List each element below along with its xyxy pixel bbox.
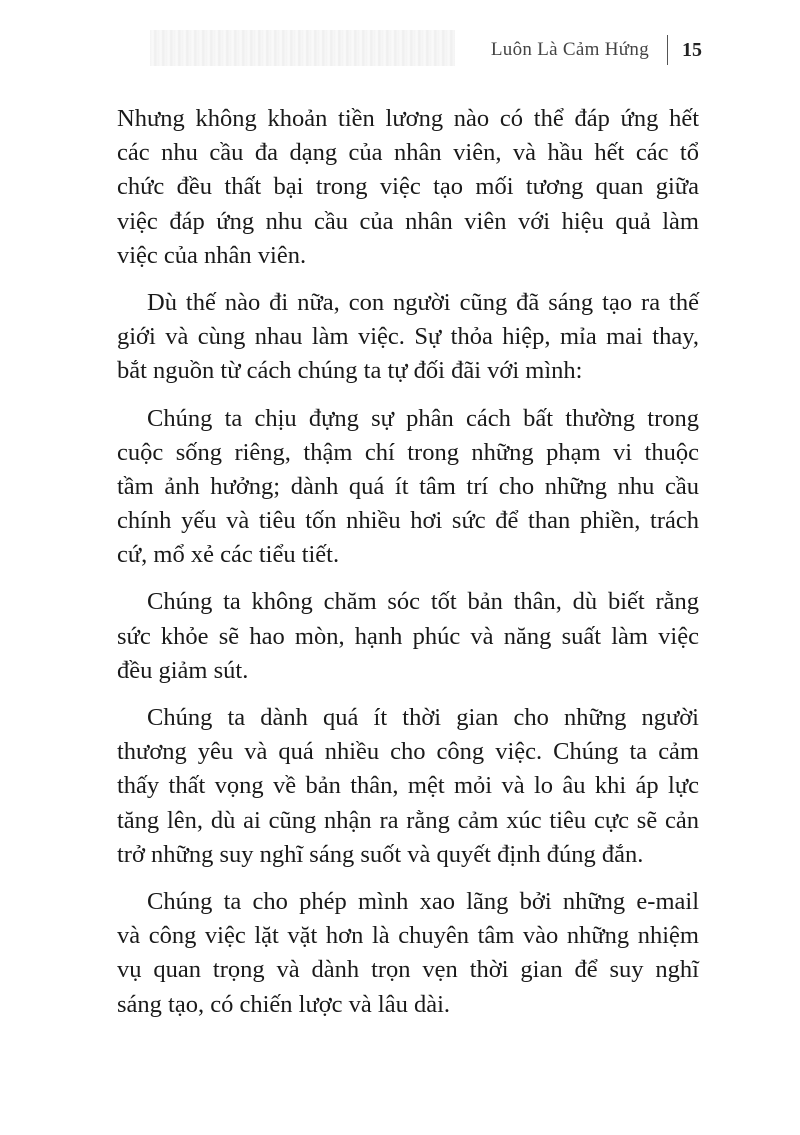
text-line: Chúng ta dành quá ít thời gian cho những người	[147, 704, 699, 731]
page-number: 15	[682, 38, 702, 61]
text-line: Chúng ta cho phép mình xao lãng bởi những e-mail	[147, 887, 699, 915]
paragraph-6	[117, 885, 699, 1022]
header-divider	[667, 35, 668, 65]
text-line: trở những suy nghĩ sáng suốt và quyết định đúng đắn.	[117, 840, 644, 868]
text-line: sáng tạo, có chiến lược và lâu dài.	[117, 990, 451, 1018]
text-line: thấy thất vọng về bản thân, mệt mỏi và lo âu khi áp lực	[117, 772, 699, 800]
text-line: Chúng ta chịu đựng sự phân cách bất thường trong	[147, 404, 699, 432]
text-line: Nhưng không khoản tiền lương nào có thể đáp ứng hết	[117, 105, 699, 132]
paragraph-1	[117, 102, 699, 273]
text-line: giới và cùng nhau làm việc. Sự thỏa hiệp, mỉa mai thay,	[117, 323, 699, 351]
paragraph-5	[117, 701, 699, 872]
header-texture	[150, 30, 455, 66]
text-line: chức đều thất bại trong việc tạo mối tương quan giữa	[117, 173, 699, 201]
paragraph-3	[117, 402, 699, 573]
paragraph-4	[117, 585, 699, 688]
text-line: đều giảm sút.	[117, 656, 249, 684]
text-line: thương yêu và quá nhiều cho công việc. Chúng ta cảm	[117, 738, 699, 766]
book-title: Luôn Là Cảm Hứng	[490, 39, 649, 60]
text-line: việc đáp ứng nhu cầu của nhân viên với hiệu quả làm	[117, 207, 699, 235]
text-line: vụ quan trọng và dành trọn vẹn thời gian để suy nghĩ	[117, 956, 699, 984]
running-header	[491, 34, 702, 66]
text-line: việc của nhân viên.	[117, 241, 307, 269]
text-line: cứ, mổ xẻ các tiểu tiết.	[117, 541, 340, 569]
text-line: chính yếu và tiêu tốn nhiều hơi sức để than phiền, trách	[117, 507, 699, 535]
text-line: các nhu cầu đa dạng của nhân viên, và hầu hết các tổ	[117, 139, 699, 167]
text-line: sức khỏe sẽ hao mòn, hạnh phúc và năng suất làm việc	[117, 622, 699, 650]
text-line: tầm ảnh hưởng; dành quá ít tâm trí cho những nhu cầu	[117, 472, 699, 500]
text-line: tăng lên, dù ai cũng nhận ra rằng cảm xúc tiêu cực sẽ cản	[117, 806, 699, 834]
text-line: và công việc lặt vặt hơn là chuyên tâm vào những nhiệm	[117, 922, 699, 950]
page-body	[117, 102, 699, 1035]
paragraph-2	[117, 286, 699, 389]
text-line: Dù thế nào đi nữa, con người cũng đã sáng tạo ra thế	[147, 288, 699, 316]
text-line: Chúng ta không chăm sóc tốt bản thân, dù biết rằng	[147, 588, 699, 616]
text-line: bắt nguồn từ cách chúng ta tự đối đãi với mình:	[117, 357, 583, 385]
text-line: cuộc sống riêng, thậm chí trong những phạm vi thuộc	[117, 438, 699, 466]
